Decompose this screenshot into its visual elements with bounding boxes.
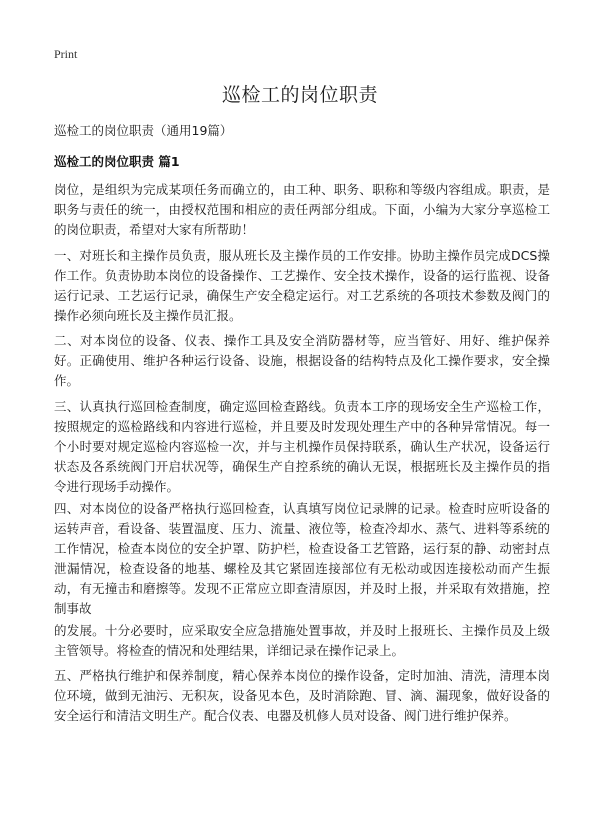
page-title: 巡检工的岗位职责 xyxy=(221,84,378,106)
document-subtitle: 巡检工的岗位职责（通用19篇） xyxy=(54,123,233,138)
paragraph-duty-4: 四、对本岗位的设备严格执行巡回检查，认真填写岗位记录牌的记录。检查时应听设备的运转声音，看设备、装置温度、压力、流量、液位等，检查冷却水、蒸气、进料等系统的工作情况，检查本岗位的安全护罩、防护栏，检查设备工艺管路，运行泵的静、动密封点泄漏情况，检查设备的地基、螺栓及其它紧固连接部位有无松动或因连接松动而产生振动，有无撞击和磨擦等。发现不正常应立即查清原因，并及时上报，并采取有效措施，控制事故 xyxy=(54,501,550,616)
paragraph-duty-1: 一、对班长和主操作员负责，服从班长及主操作员的工作安排。协助主操作员完成DCS操作工作。负责协助本岗位的设备操作、工艺操作、安全技术操作，设备的运行监视、设备运行记录、工艺运行记录，确保生产安全稳定运行。对工艺系统的各项技术参数及阀门的操作必须向班长及主操作员汇报。 xyxy=(54,248,550,323)
paragraph-duty-5: 五、严格执行维护和保养制度，精心保养本岗位的操作设备，定时加油、清洗，清理本岗位环境，做到无油污、无积灰，设备见本色，及时消除跑、冒、滴、漏现象，做好设备的安全运行和清洁文明生产。配合仪表、电器及机修人员对设备、阀门进行维护保养。 xyxy=(54,668,550,723)
paragraph-intro: 岗位，是组织为完成某项任务而确立的，由工种、职务、职称和等级内容组成。职责，是职务与责任的统一，由授权范围和相应的责任两部分组成。下面，小编为大家分享巡检工的岗位职责，希望对大家有所帮助！ xyxy=(54,182,550,237)
paragraph-duty-4-continued: 的发展。十分必要时，应采取安全应急措施处置事故，并及时上报班长、主操作员及上级主管领导。将检查的情况和处理结果，详细记录在操作记录上。 xyxy=(54,623,550,658)
print-label: Print xyxy=(54,47,78,61)
section-heading: 巡检工的岗位职责 篇1 xyxy=(54,154,180,169)
paragraph-duty-2: 二、对本岗位的设备、仪表、操作工具及安全消防器材等，应当管好、用好、维护保养好。正确使用、维护各种运行设备、设施，根据设备的结构特点及化工操作要求，安全操作。 xyxy=(54,333,550,388)
paragraph-duty-3: 三、认真执行巡回检查制度，确定巡回检查路线。负责本工序的现场安全生产巡检工作，按照规定的巡检路线和内容进行巡检，并且要及时发现处理生产中的各种异常情况。每一个小时要对规定巡检内容巡检一次，并与主机操作员保持联系，确认生产状况，设备运行状态及各系统阀门开启状况等，确保生产自控系统的确认无误，根据班长及主操作员的指令进行现场手动操作。 xyxy=(54,399,550,494)
